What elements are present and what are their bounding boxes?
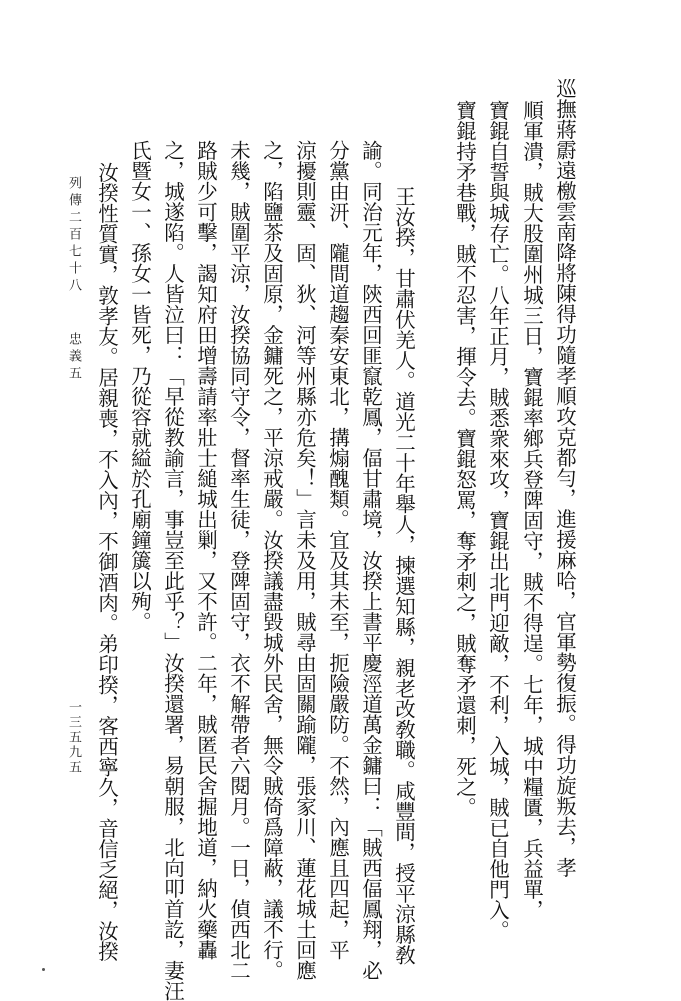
paper-speck (42, 968, 45, 971)
page-number: 一三五九五 (66, 700, 81, 775)
chapter-header: 列傳二百七十八 (66, 176, 81, 295)
text-column: 王汝揆，甘肅伏羌人。道光二十年舉人，揀選知縣，親老改敎職。咸豐間，授平涼縣敎 (391, 186, 416, 965)
text-column: 之，城遂陷。人皆泣曰：「早從教諭言，事豈至此乎？」汝揆還署，易朝服，北向叩首訖，妻汪 (160, 140, 185, 1001)
text-column: 之，陷鹽茶及固原，金鏞死之，平涼戒嚴。汝揆議盡毀城外民舍，無令賊倚爲障蔽，議不行。 (259, 140, 284, 981)
text-column: 涼擾則靈、固、狄、河等州縣亦危矣！」言未及用，賊尋由固關踰隴，張家川、蓮花城土回應 (292, 140, 317, 981)
text-column: 寶錕自誓與城存亡。八年正月，賊悉衆來攻，寶錕出北門迎敵，不利，入城，賊已自他門入。 (485, 100, 510, 941)
text-column: 分黨由汧、隴間道趨秦安東北，搆煽醜類。宜及其未至，扼險嚴防。不然，內應且四起，平 (325, 140, 350, 960)
text-column: 汝揆性質實，敦孝友。居親喪，不入內，不御酒肉。弟印揆，客西寧久，音信乏絕，汝揆 (94, 162, 119, 962)
text-column: 路賊少可擊，謁知府田增壽請率壯士縋城出剿，又不許。二年，賊匿民舍掘地道，納火藥轟 (193, 140, 218, 960)
text-column: 諭。同治元年，陝西回匪竄乾鳳，偪甘肅境，汝揆上書平慶涇道萬金鏞曰：「賊西偪鳳翔，必 (358, 140, 383, 981)
text-column: 巡撫蔣霨遠檄雲南降將陳得功隨孝順攻克都勻，進援麻哈，官軍勢復振。得功旋叛去，孝 (552, 78, 577, 878)
text-column: 寶錕持矛巷戰，賊不忍害，揮令去。寶錕怒罵，奪矛刺之，賊奪矛還刺，死之。 (452, 100, 477, 818)
section-header: 忠義五 (66, 332, 81, 383)
text-column: 順軍潰，賊大股圍州城三日，寶錕率鄉兵登陴固守，賊不得逞。七年，城中糧匱，兵益單， (519, 100, 544, 920)
text-column: 氏暨女一、孫女一皆死，乃從容就縊於孔廟鐘簴以殉。 (127, 140, 152, 632)
text-column: 未幾，賊圍平涼，汝揆協同守令，督率生徒，登陴固守，衣不解帶者六閱月。一日，偵西北二 (226, 140, 251, 981)
